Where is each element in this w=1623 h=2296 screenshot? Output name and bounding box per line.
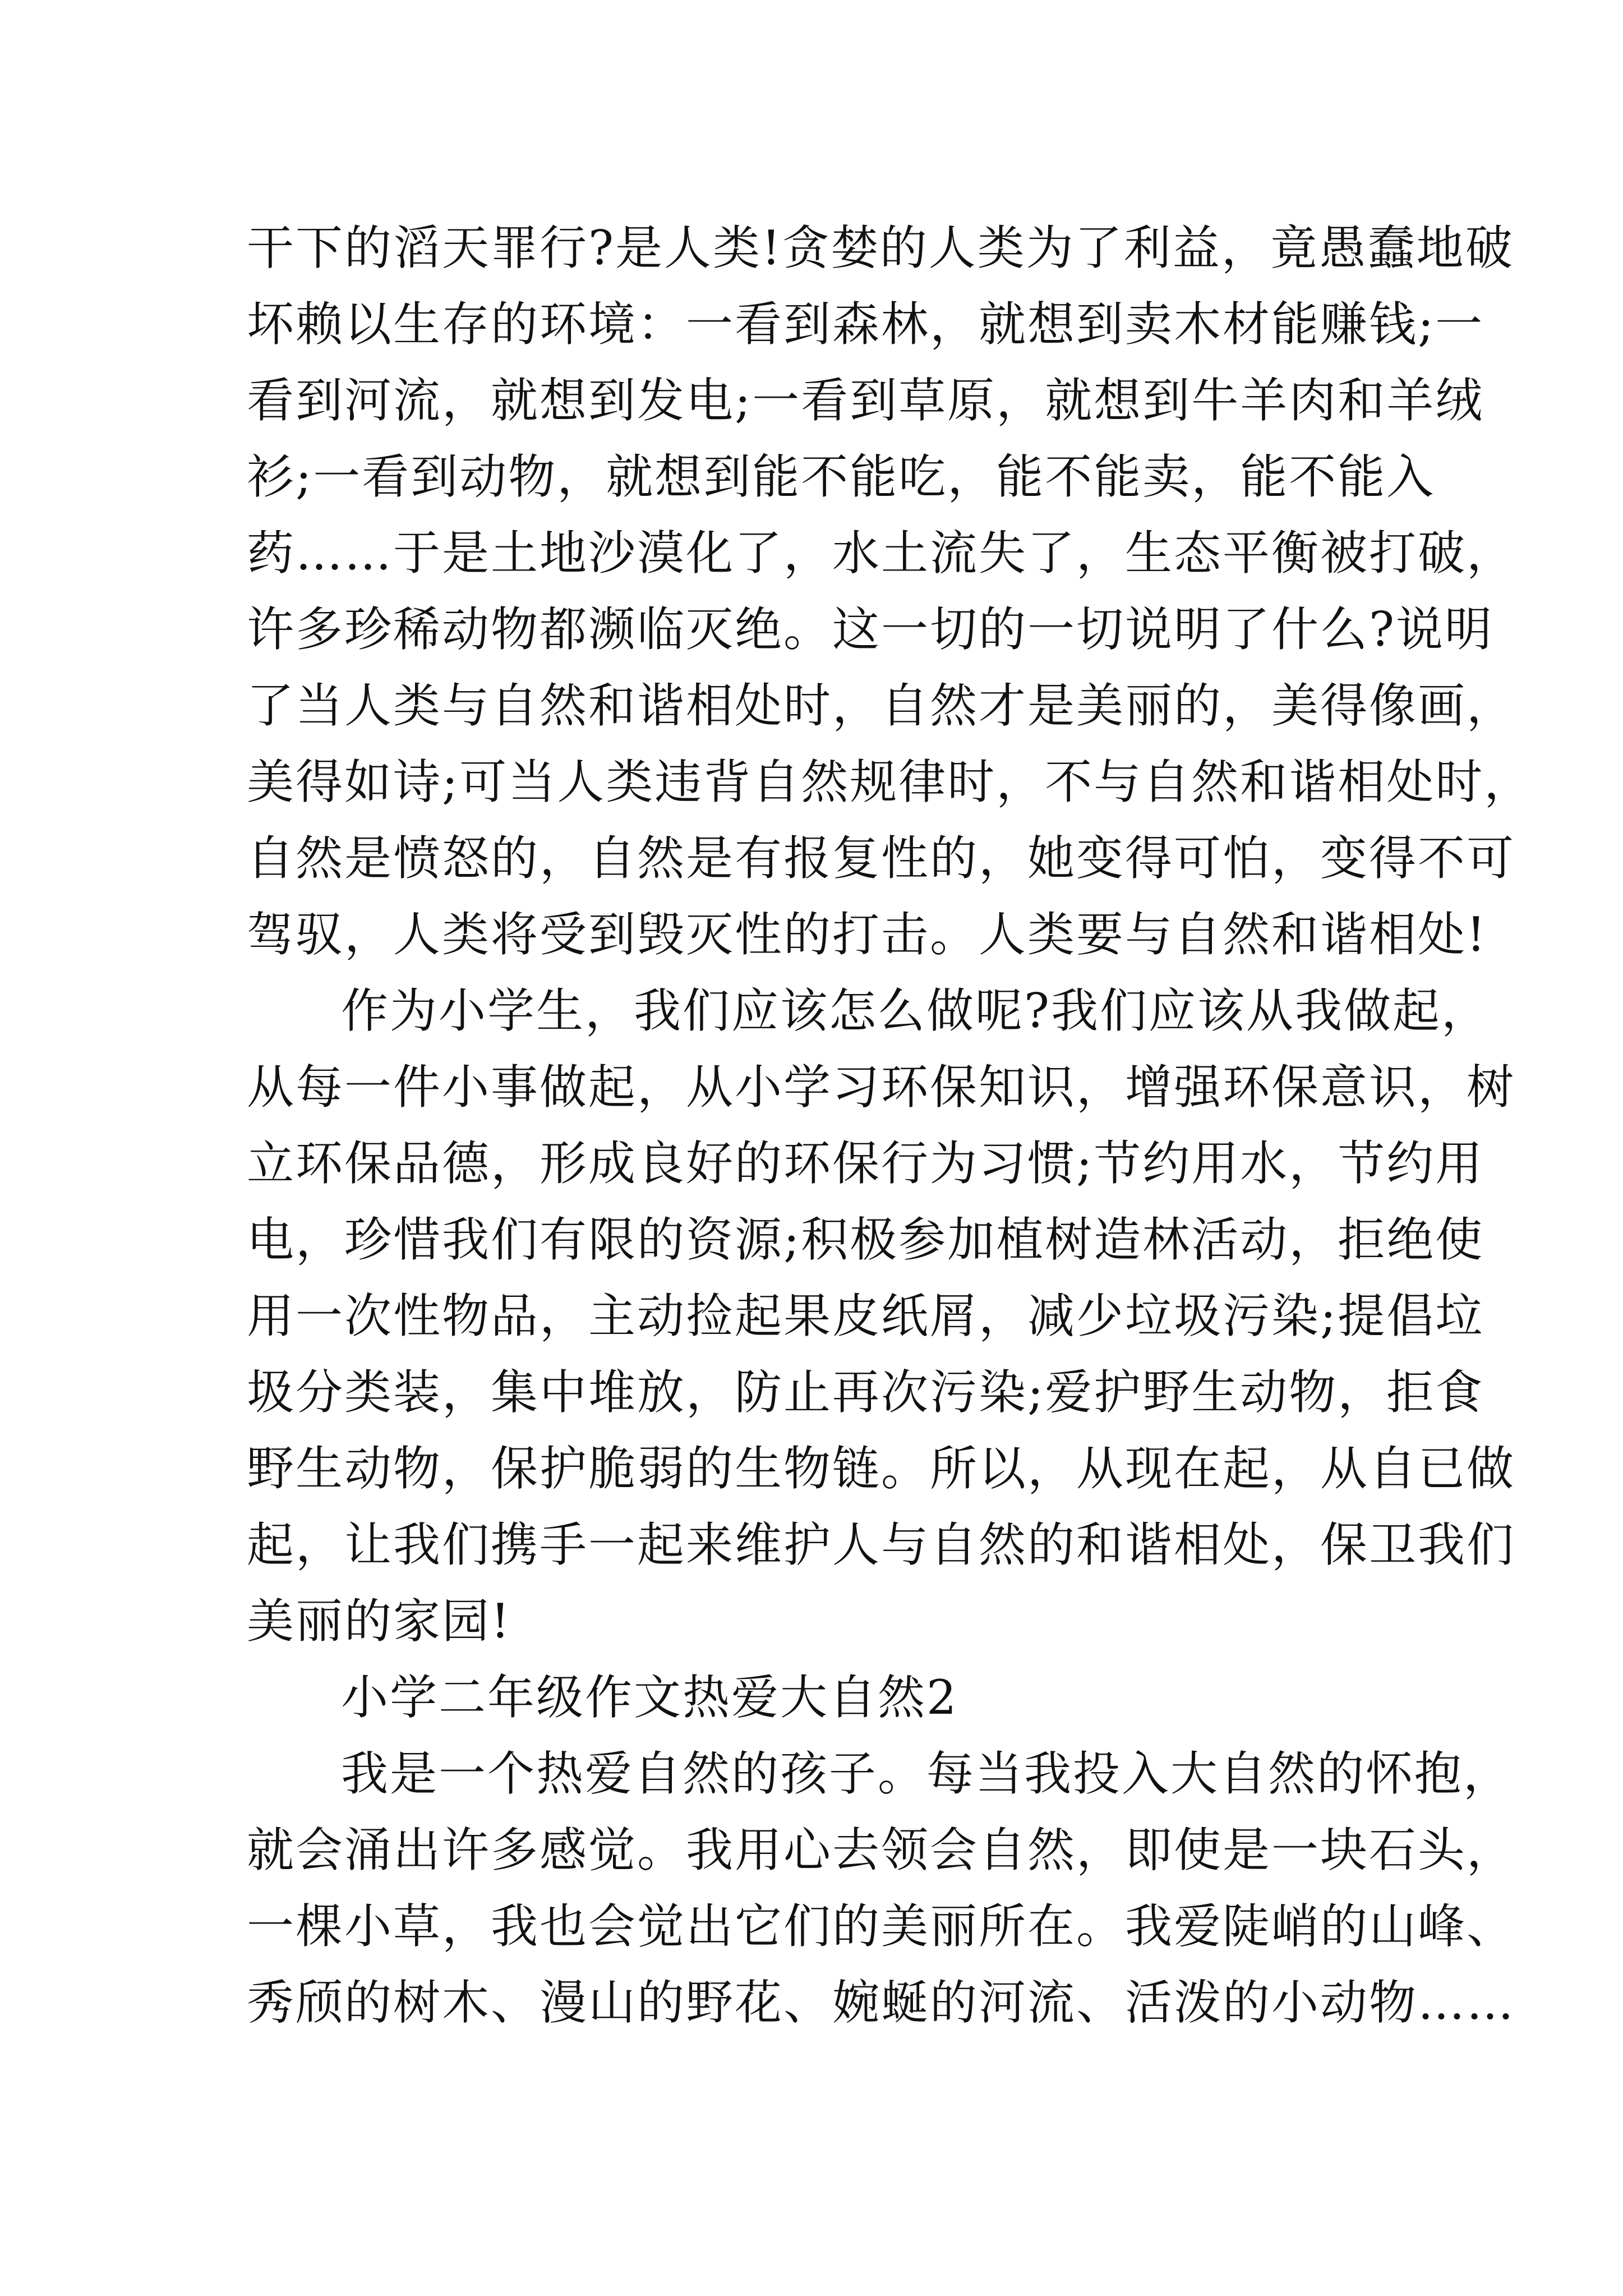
- paragraph-line: 就会涌出许多感觉。我用心去领会自然，即使是一块石头，: [247, 1823, 1516, 1878]
- paragraph-line: 起，让我们携手一起来维护人与自然的和谐相处，保卫我们: [247, 1517, 1516, 1572]
- paragraph-line: 干下的滔天罪行?是人类!贪婪的人类为了利益，竟愚蠢地破: [247, 220, 1514, 275]
- paragraph-line: 衫;一看到动物，就想到能不能吃，能不能卖，能不能入: [247, 449, 1436, 504]
- paragraph-line: 圾分类装，集中堆放，防止再次污染;爱护野生动物，拒食: [247, 1365, 1484, 1420]
- paragraph-line: 作为小学生，我们应该怎么做呢?我们应该从我做起，: [341, 983, 1491, 1038]
- paragraph-line: 坏赖以生存的环境：一看到森林，就想到卖木材能赚钱;一: [247, 297, 1484, 352]
- paragraph-line: 美得如诗;可当人类违背自然规律时，不与自然和谐相处时，: [247, 754, 1533, 809]
- paragraph-line: 我是一个热爱自然的孩子。每当我投入大自然的怀抱，: [341, 1746, 1513, 1801]
- paragraph-2: [247, 973, 1516, 1659]
- paragraph-line: 美丽的家园!: [247, 1594, 511, 1649]
- paragraph-line: 驾驭，人类将受到毁灭性的打击。人类要与自然和谐相处!: [247, 907, 1487, 962]
- paragraph-1: [247, 210, 1533, 973]
- section-heading: 小学二年级作文热爱大自然2: [341, 1670, 958, 1725]
- paragraph-line: 许多珍稀动物都濒临灭绝。这一切的一切说明了什么?说明: [247, 602, 1494, 657]
- paragraph-line: 野生动物，保护脆弱的生物链。所以，从现在起，从自已做: [247, 1441, 1516, 1496]
- paragraph-line: 自然是愤怒的，自然是有报复性的，她变得可怕，变得不可: [247, 831, 1516, 886]
- paragraph-line: 看到河流，就想到发电;一看到草原，就想到牛羊肉和羊绒: [247, 373, 1484, 428]
- paragraph-line: 药……于是土地沙漠化了，水土流失了，生态平衡被打破，: [247, 526, 1516, 581]
- paragraph-line: 秀颀的树木、漫山的野花、婉蜒的河流、活泼的小动物……: [247, 1975, 1516, 2030]
- paragraph-line: 了当人类与自然和谐相处时，自然才是美丽的，美得像画，: [247, 678, 1516, 733]
- paragraph-line: 从每一件小事做起，从小学习环保知识，增强环保意识，树: [247, 1060, 1516, 1115]
- document-body: [247, 210, 1533, 2041]
- paragraph-line: 电，珍惜我们有限的资源;积极参加植树造林活动，拒绝使: [247, 1212, 1484, 1267]
- paragraph-3: [247, 1736, 1516, 2041]
- paragraph-line: 一棵小草，我也会觉出它们的美丽所在。我爱陡峭的山峰、: [247, 1899, 1516, 1954]
- paragraph-line: 立环保品德，形成良好的环保行为习惯;节约用水，节约用: [247, 1136, 1484, 1191]
- paragraph-line: 用一次性物品，主动捡起果皮纸屑，减少垃圾污染;提倡垃: [247, 1289, 1484, 1343]
